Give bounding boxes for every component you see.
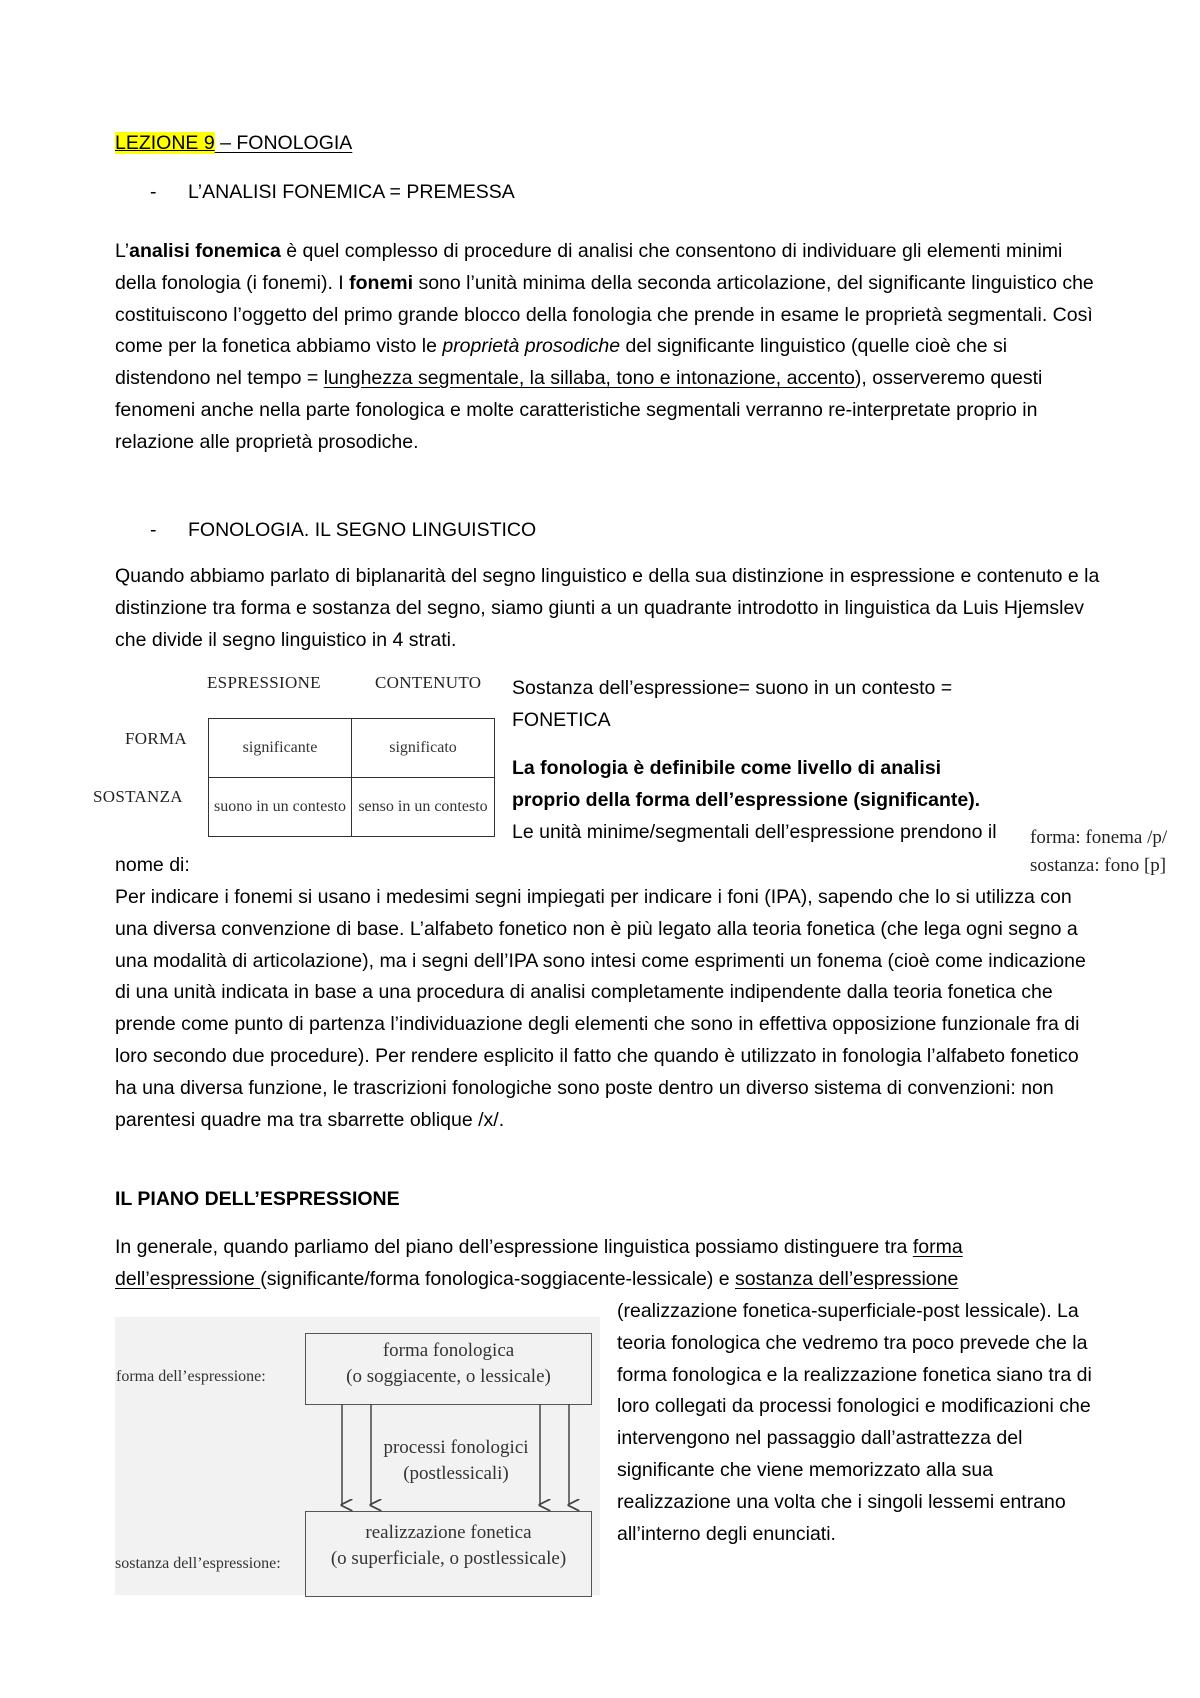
text-run: Sostanza dell’espressione= suono in un contesto = FONETICA (512, 677, 953, 731)
box-line: realizzazione fonetica (365, 1522, 532, 1543)
sostanza-espressione-note (512, 673, 1007, 737)
bullet-dash: - (150, 181, 157, 203)
lesson-topic: – FONOLOGIA (214, 132, 353, 154)
proc-line: processi fonologici (383, 1437, 529, 1458)
diagram-label-forma: forma dell’espressione: (116, 1368, 266, 1385)
underlined-term: lunghezza segmentale, la sillaba, tono e intonazione, accento (323, 367, 855, 390)
fonema-line: forma: fonema /p/ (1030, 827, 1168, 848)
bullet-premessa (150, 176, 515, 208)
underlined-term: forma dell’espressione (115, 1236, 963, 1290)
lesson-number: LEZIONE 9 (115, 132, 215, 154)
quadrant-table (208, 718, 495, 837)
text-run: Le unità minime/segmentali dell’espressione prendono il (512, 820, 997, 843)
text-run: Quando abbiamo parlato di biplanarità del segno linguistico e della sua distinzione in espressione e contenuto e la distinzione tra forma e sostanza del segno, siamo giunti a un quadrante introdotto in linguistica da Luis Hjemslev che divide il segno linguistico in 4 strati. (115, 565, 1100, 651)
bullet-dash: - (150, 519, 157, 541)
processi-fonologici-label (377, 1435, 535, 1487)
bold-term: analisi fonemica (129, 240, 281, 262)
box-line: (o superficiale, o postlessicale) (330, 1548, 567, 1569)
text-run: ), osserveremo questi fenomeni anche nella parte fonologica e molte caratteristiche segmentali verranno re-interpretate proprio in relazione alle proprietà prosodiche. (115, 367, 1043, 453)
bold-definition: La fonologia è definibile come livello di analisi proprio della forma dell’espressione (significante). (512, 757, 981, 811)
text-run: nome di: (115, 854, 190, 876)
heading-text: IL PIANO DELL’ESPRESSIONE (115, 1188, 400, 1210)
column-header-contenuto: CONTENUTO (375, 673, 482, 692)
text-run: L’ (115, 240, 130, 262)
diagram-label-sostanza: sostanza dell’espressione: (115, 1555, 281, 1572)
paragraph-piano-espressione (115, 1232, 1100, 1296)
paragraph-ipa-fonemi (115, 882, 1100, 1136)
text-run: (significante/forma fonologica-soggiacente-lessicale) e (260, 1267, 736, 1290)
nome-di (115, 850, 190, 882)
text-run: del significante linguistico (quelle cioè che si distendono nel tempo = (115, 335, 1008, 390)
fono-line: sostanza: fono [p] (1030, 855, 1167, 876)
text-run: Per indicare i fonemi si usano i medesimi segni impiegati per indicare i foni (IPA), sapendo che lo si utilizza con una diversa convenzione di base. L’alfabeto fonetico non è più legato alla teoria fonetica (che lega ogni segno a una modalità di articolazione), ma i segni dell’IPA sono intesi come esprimenti un fonema (cioè come indicazione di una unità indicata in base a una procedura di analisi completamente indipendente dalla teoria fonetica che prende come punto di partenza l’individuazione degli elementi che sono in effettiva opposizione funzionale fra di loro secondo due procedure). Per rendere esplicito il fatto che quando è utilizzato in fonologia l’alfabeto fonetico ha una diversa funzione, le trascrizioni fonologiche sono poste dentro un diverso sistema di convenzioni: non parentesi quadre ma tra sbarrette oblique /x/. (115, 886, 1086, 1131)
row-header-forma: FORMA (125, 729, 187, 748)
italic-term: proprietà prosodiche (442, 335, 621, 358)
proc-line: (postlessicali) (403, 1463, 509, 1484)
cell-significante: significante (209, 719, 352, 778)
paragraph-biplanarita (115, 561, 1100, 656)
text-run: è quel complesso di procedure di analisi che consentono di individuare gli elementi minimi della fonologia (i fonemi). I (115, 240, 1063, 294)
cell-significato: significato (352, 719, 495, 778)
text-run: In generale, quando parliamo del piano dell’espressione linguistica possiamo distinguere tra (115, 1236, 913, 1258)
bold-term: fonemi (349, 271, 414, 294)
cell-senso-in-un-contesto: senso in un contesto (352, 778, 495, 837)
paragraph-piano-espressione-cont (617, 1296, 1092, 1550)
section-heading-piano-espressione (115, 1184, 400, 1216)
box-realizzazione-fonetica (305, 1511, 592, 1597)
fonema-fono-box (1030, 824, 1200, 880)
fonologia-definition (512, 753, 1007, 848)
page-title (115, 128, 352, 160)
cell-suono-in-un-contesto: suono in un contesto (209, 778, 352, 837)
text-run: (realizzazione fonetica-superficiale-post lessicale). La teoria fonologica che vedremo tra poco prevede che la forma fonologica e la realizzazione fonetica siano tra di loro collegati da processi fonologici e modificazioni che intervengono nel passaggio dall’astrattezza del significante che viene memorizzato alla sua realizzazione una volta che i singoli lessemi entrano all’interno degli enunciati. (617, 1300, 1092, 1545)
text-run: sono l’unità minima della seconda articolazione, del significante linguistico che costituiscono l’oggetto del primo grande blocco della fonologia che prende in esame le proprietà segmentali. Così come per la fonetica abbiamo visto le (115, 271, 1094, 358)
box-line: (o soggiacente, o lessicale) (346, 1366, 551, 1387)
forma-sostanza-diagram (115, 1317, 600, 1595)
paragraph-analisi-fonemica (115, 236, 1100, 459)
bullet-label: FONOLOGIA. IL SEGNO LINGUISTICO (188, 519, 537, 541)
row-header-sostanza: SOSTANZA (93, 787, 183, 806)
bullet-label: L’ANALISI FONEMICA = PREMESSA (188, 181, 515, 203)
bullet-segno-linguistico (150, 514, 536, 546)
column-header-espressione: ESPRESSIONE (207, 673, 321, 692)
underlined-term: sostanza dell’espressione (735, 1267, 959, 1290)
box-line: forma fonologica (382, 1340, 515, 1361)
